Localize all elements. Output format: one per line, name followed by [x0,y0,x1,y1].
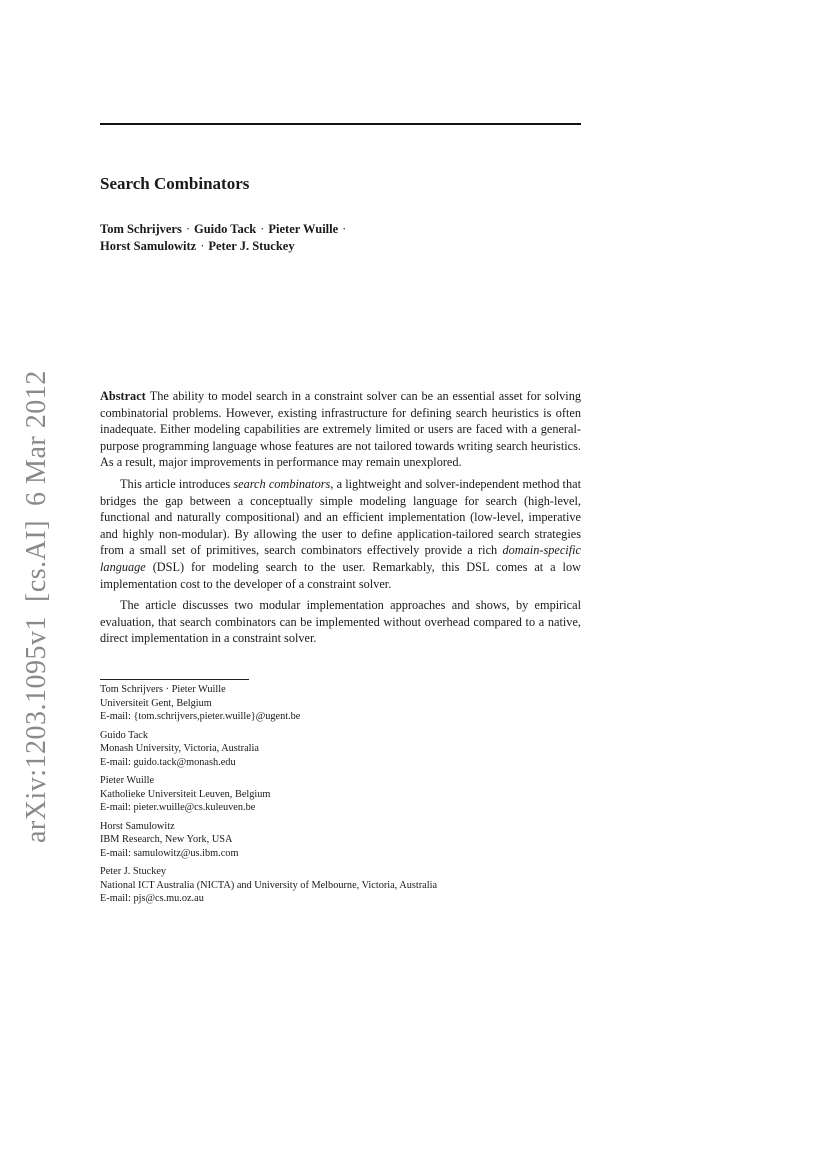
author-name: Peter J. Stuckey [208,239,295,253]
author-separator: · [185,222,190,236]
affiliation-name: Peter J. Stuckey [100,866,167,877]
arxiv-id: arXiv:1203.1095v1 [21,615,52,843]
affiliation-email: E-mail: {tom.schrijvers,pieter.wuille}@ugent.be [100,711,301,722]
affiliation-email: E-mail: pieter.wuille@cs.kuleuven.be [100,802,256,813]
emphasis-term: domain-specific language [100,543,581,574]
arxiv-category: [cs.AI] [21,519,52,602]
affiliation-institution: National ICT Australia (NICTA) and University of Melbourne, Victoria, Australia [100,879,438,891]
author-separator: · [260,222,265,236]
abstract-paragraph-2 [100,476,581,592]
abstract-paragraph-1 [100,388,581,471]
arxiv-watermark [21,370,53,843]
affiliation-institution: Katholieke Universiteit Leuven, Belgium [100,788,271,800]
author-name: Tom Schrijvers [100,222,182,236]
abstract-label: Abstract [100,389,146,403]
author-separator: · [200,239,205,253]
footnote-rule [100,679,249,680]
author-name: Pieter Wuille [268,222,339,236]
abstract-paragraph-3: The article discusses two modular implementation approaches and shows, by empirical evaluation, that search combinators can be implemented without overhead compared to a native, direct implementation in a constraint solver. [100,598,581,646]
arxiv-date: 6 Mar 2012 [21,370,52,506]
abstract-section [100,388,581,647]
affiliation-institution: Monash University, Victoria, Australia [100,743,259,754]
author-name: Horst Samulowitz [100,239,197,253]
author-separator: · [342,222,347,236]
abstract-text: The ability to model search in a constraint solver can be an essential asset for solving combinatorial problems. However, existing infrastructure for defining search heuristics is often inadequate. Either modeling capabilities are extremely limited or users are faced with a general-purpose programming language whose features are not tailored towards writing search heuristics. As a result, major improvements in performance may remain unexplored. [100,389,581,470]
affiliation-name: Tom Schrijvers · Pieter Wuille [100,684,226,695]
abstract-text: (DSL) for modeling search to the user. Remarkably, this DSL comes at a low implementation cost to the developer of a constraint solver. [100,559,581,591]
affiliation-block [100,683,581,724]
emphasis-term: search combinators [233,476,331,491]
affiliation-block [100,729,581,770]
affiliation-block [100,774,581,815]
author-line-2 [100,238,580,255]
author-line-1 [100,221,580,238]
header-rule [100,123,581,125]
author-list [100,221,580,255]
affiliation-list [100,683,581,911]
abstract-text: , a lightweight and solver-independent method that bridges the gap between a conceptually simple modeling language for search (high-level, functional and naturally compositional) and an efficient implementation (low-level, imperative and highly non-modular). By allowing the user to define application-tailored search strategies from a small set of primitives, search combinators effectively provide a rich [100,476,581,558]
affiliation-name: Pieter Wuille [100,775,155,786]
affiliation-block [100,865,581,906]
paper-title: Search Combinators [100,174,250,193]
affiliation-email: E-mail: pjs@cs.mu.oz.au [100,893,204,904]
affiliation-institution: Universiteit Gent, Belgium [100,697,212,709]
affiliation-email: E-mail: samulowitz@us.ibm.com [100,847,239,859]
affiliation-email: E-mail: guido.tack@monash.edu [100,756,236,768]
affiliation-institution: IBM Research, New York, USA [100,834,233,845]
affiliation-name: Horst Samulowitz [100,820,175,832]
affiliation-name: Guido Tack [100,729,148,741]
abstract-text: This article introduces [120,476,234,491]
author-name: Guido Tack [194,222,257,236]
affiliation-block [100,820,581,861]
